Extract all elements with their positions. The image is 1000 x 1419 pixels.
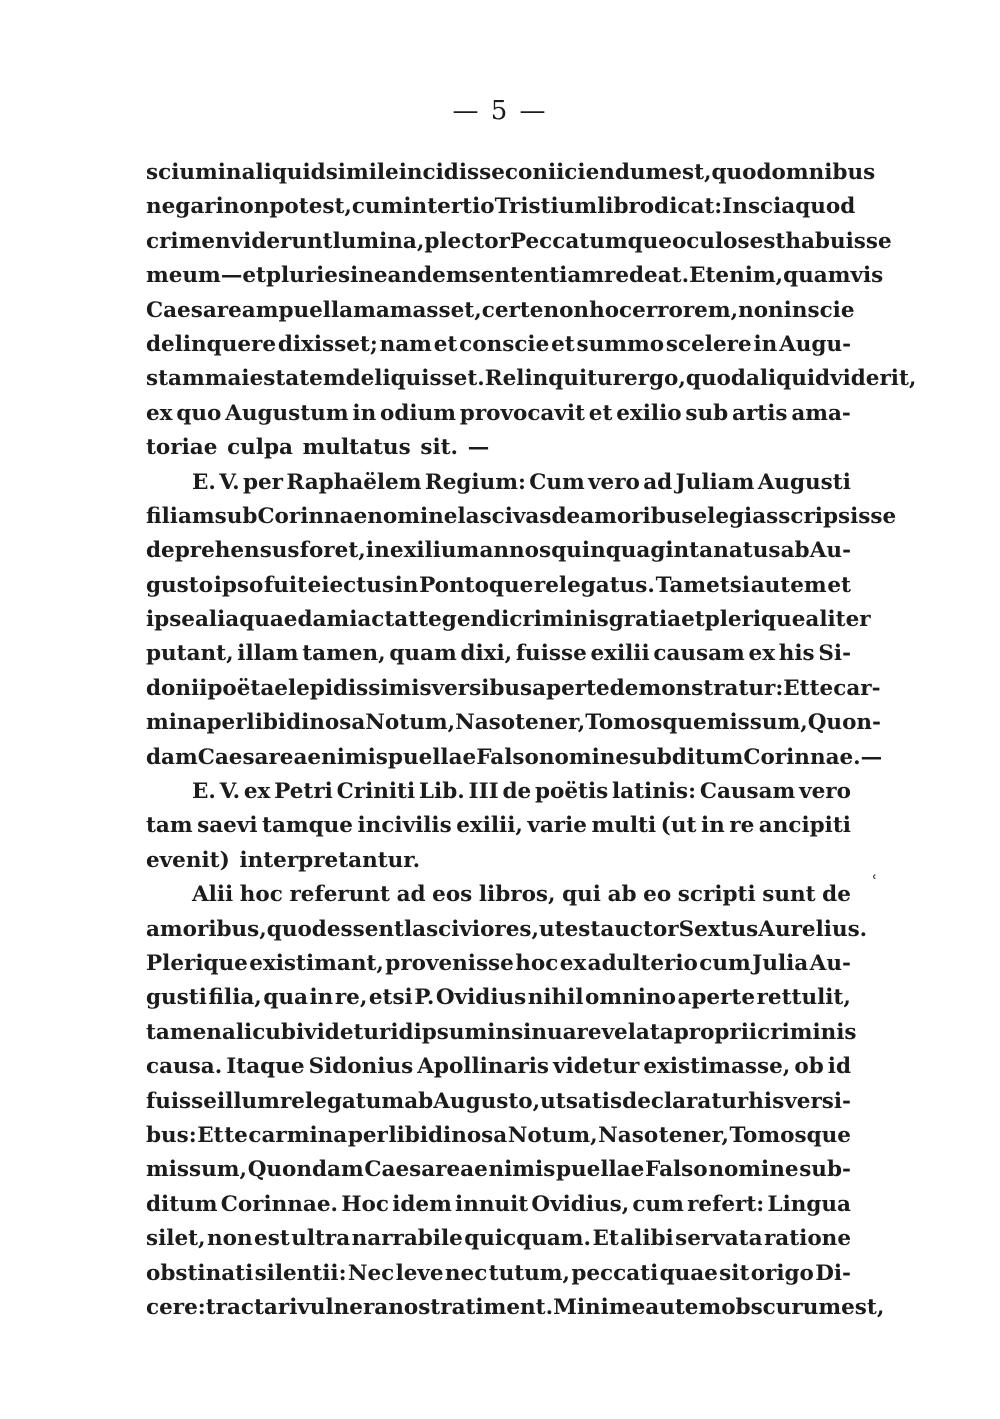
text-line: negari non potest, cum in tertio Tristium libro dicat: Inscia quod xyxy=(146,194,856,220)
page-number: — 5 — xyxy=(452,96,548,126)
text-line: Plerique existimant, provenisse hoc ex adulterio cum Julia Au- xyxy=(146,950,851,976)
text-line: evenit) interpretantur. xyxy=(146,847,421,873)
text-line: ipse alia quaedam iactat tegendi criminis gratia et plerique aliter xyxy=(146,607,871,633)
text-line: delinquere dixisset; nam et conscie et summo scelere in Augu- xyxy=(146,331,851,357)
text-line: stam maiestatem deliquisset. Relinquitur ergo, quod aliquid viderit, xyxy=(146,366,917,392)
text-line: gusti filia, qua in re, etsi P. Ovidius nihil omnino aperte rettulit, xyxy=(146,985,851,1011)
text-line: amoribus, quod essent lasciviores, ut est auctor Sextus Aurelius. xyxy=(146,916,868,942)
text-line: fuisse illum relegatum ab Augusto, ut satis declaratur his versi- xyxy=(146,1088,851,1114)
text-line: Alii hoc referunt ad eos libros, qui ab eo scripti sunt de xyxy=(192,882,851,908)
text-line: donii poëtae lepidissimis versibus aperte demonstratur: Et te car- xyxy=(146,675,881,701)
text-line: bus: Et te carmina per libidinosa Notum, Naso tener, Tomosque xyxy=(146,1122,851,1148)
body-text xyxy=(146,156,917,1325)
text-line: silet, non est ultra narrabile quicquam. Et alibi servata ratione xyxy=(146,1226,851,1252)
text-line: tamen alicubi videtur idipsum insinuare velata proprii criminis xyxy=(146,1019,857,1045)
text-line: toriae culpa multatus sit. — xyxy=(146,435,490,461)
text-line: mina per libidinosa Notum, Naso tener, Tomosque missum, Quon- xyxy=(146,710,881,736)
text-line: filiam sub Corinnae nomine lascivas de amoribus elegias scripsisse xyxy=(146,503,897,529)
text-line: dam Caesareae nimis puellae Falso nomine subditum Corinnae. — xyxy=(146,744,883,770)
text-line: deprehensus foret, in exilium annos quinquaginta natus ab Au- xyxy=(146,538,851,564)
text-line: E. V. per Raphaëlem Regium: Cum vero ad Juliam Augusti xyxy=(192,469,851,495)
text-line: E. V. ex Petri Criniti Lib. III de poëtis latinis: Causam vero xyxy=(192,779,851,805)
text-line: causa. Itaque Sidonius Apollinaris videtur existimasse, ob id xyxy=(146,1054,851,1080)
text-line: missum, Quondam Caesareae nimis puellae Falso nomine sub- xyxy=(146,1157,851,1183)
text-line: Caesaream puellam amasset, certe non hoc errorem, non inscie xyxy=(146,297,855,323)
text-line: obstinati silentii: Nec leve nec tutum, peccati quae sit origo Di- xyxy=(146,1260,851,1286)
margin-mark: ʿ xyxy=(872,872,878,893)
text-line: cere: tractari vulnera nostra timent. Minime autem obscurum est, xyxy=(146,1294,885,1320)
text-line: putant, illam tamen, quam dixi, fuisse exilii causam ex his Si- xyxy=(146,641,851,667)
text-line: scium in aliquid simile incidisse coniiciendum est, quod omnibus xyxy=(146,160,876,185)
text-line: ex quo Augustum in odium provocavit et exilio sub artis ama- xyxy=(146,400,851,426)
text-line: ditum Corinnae. Hoc idem innuit Ovidius, cum refert: Lingua xyxy=(146,1191,851,1217)
text-line: tam saevi tamque incivilis exilii, varie multi (ut in re ancipiti xyxy=(146,813,851,839)
text-line: meum — et pluries in eandem sententiam redeat. Etenim, quamvis xyxy=(146,263,884,289)
text-line: gusto ipso fuit eiectus in Pontoque relegatus. Tametsi autem et xyxy=(146,572,851,598)
text-line: crimen viderunt lumina, plector Peccatumque oculos est habuisse xyxy=(146,228,892,254)
